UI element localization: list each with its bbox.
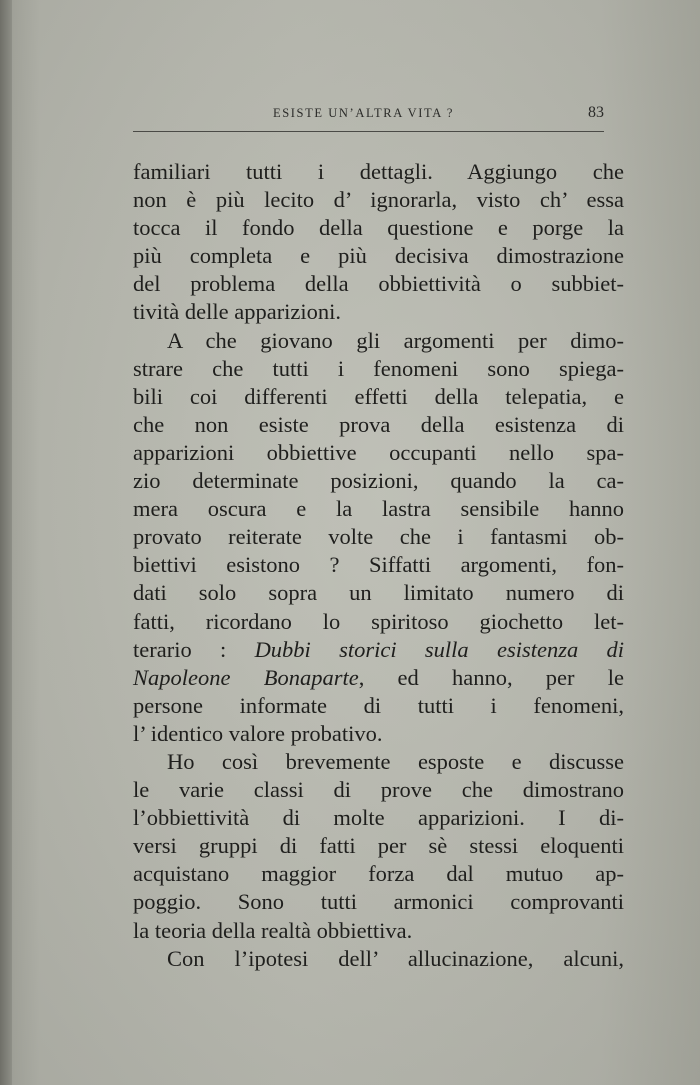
text-line: apparizioni obbiettive occupanti nello spa- xyxy=(133,439,624,465)
page-gutter-shadow xyxy=(0,0,12,1085)
italic-title-run: Napoleone Bonaparte xyxy=(133,664,359,690)
text-line: l’ identico valore probativo. xyxy=(133,720,383,746)
text-line: che non esiste prova della esistenza di xyxy=(133,411,624,437)
text-line: più completa e più decisiva dimostrazione xyxy=(133,243,624,269)
running-title: ESISTE UN’ALTRA VITA ? xyxy=(273,106,455,120)
text-run: terario : xyxy=(133,636,227,662)
text-line: familiari tutti i dettagli. Aggiungo che xyxy=(133,159,624,184)
text-line: dati solo sopra un limitato numero di xyxy=(133,580,624,606)
text-line: mera oscura e la lastra sensibile hanno xyxy=(133,496,624,522)
text-line: la teoria della realtà obbiettiva. xyxy=(133,917,413,943)
text-line: A che giovano gli argomenti per dimo- xyxy=(167,327,624,353)
text-run: , ed hanno, per le xyxy=(358,664,624,690)
italic-title-run: Dubbi storici sulla esistenza di xyxy=(254,636,624,662)
text-line: strare che tutti i fenomeni sono spiega- xyxy=(133,355,624,381)
text-line: tività delle apparizioni. xyxy=(133,299,342,325)
text-line: biettivi esistono ? Siffatti argomenti, fon- xyxy=(133,552,624,578)
text-line xyxy=(133,636,624,664)
text-line: tocca il fondo della questione e porge la xyxy=(133,215,624,241)
text-line: del problema della obbiettività o subbiet- xyxy=(133,271,624,297)
text-line: acquistano maggior forza dal mutuo ap- xyxy=(133,861,624,887)
text-line: poggio. Sono tutti armonici comprovanti xyxy=(133,889,624,915)
text-line: zio determinate posizioni, quando la ca- xyxy=(133,468,624,494)
running-header xyxy=(133,104,604,128)
text-line: persone informate di tutti i fenomeni, xyxy=(133,692,624,718)
text-line: le varie classi di prove che dimostrano xyxy=(133,777,624,803)
text-line: Ho così brevemente esposte e discusse xyxy=(167,748,624,774)
text-line xyxy=(133,664,624,692)
text-line: l’obbiettività di molte apparizioni. I di- xyxy=(133,805,624,831)
page-number: 83 xyxy=(588,104,604,121)
text-line: non è più lecito d’ ignorarla, visto ch’ essa xyxy=(133,187,624,213)
text-line: fatti, ricordano lo spiritoso giochetto let- xyxy=(133,608,624,634)
body-text xyxy=(133,158,624,973)
text-line: provato reiterate volte che i fantasmi ob- xyxy=(133,524,624,550)
header-rule xyxy=(133,131,604,132)
text-line: bili coi differenti effetti della telepatia, e xyxy=(133,383,624,409)
text-line: Con l’ipotesi dell’ allucinazione, alcuni, xyxy=(167,945,624,971)
text-line: versi gruppi di fatti per sè stessi eloquenti xyxy=(133,833,624,859)
